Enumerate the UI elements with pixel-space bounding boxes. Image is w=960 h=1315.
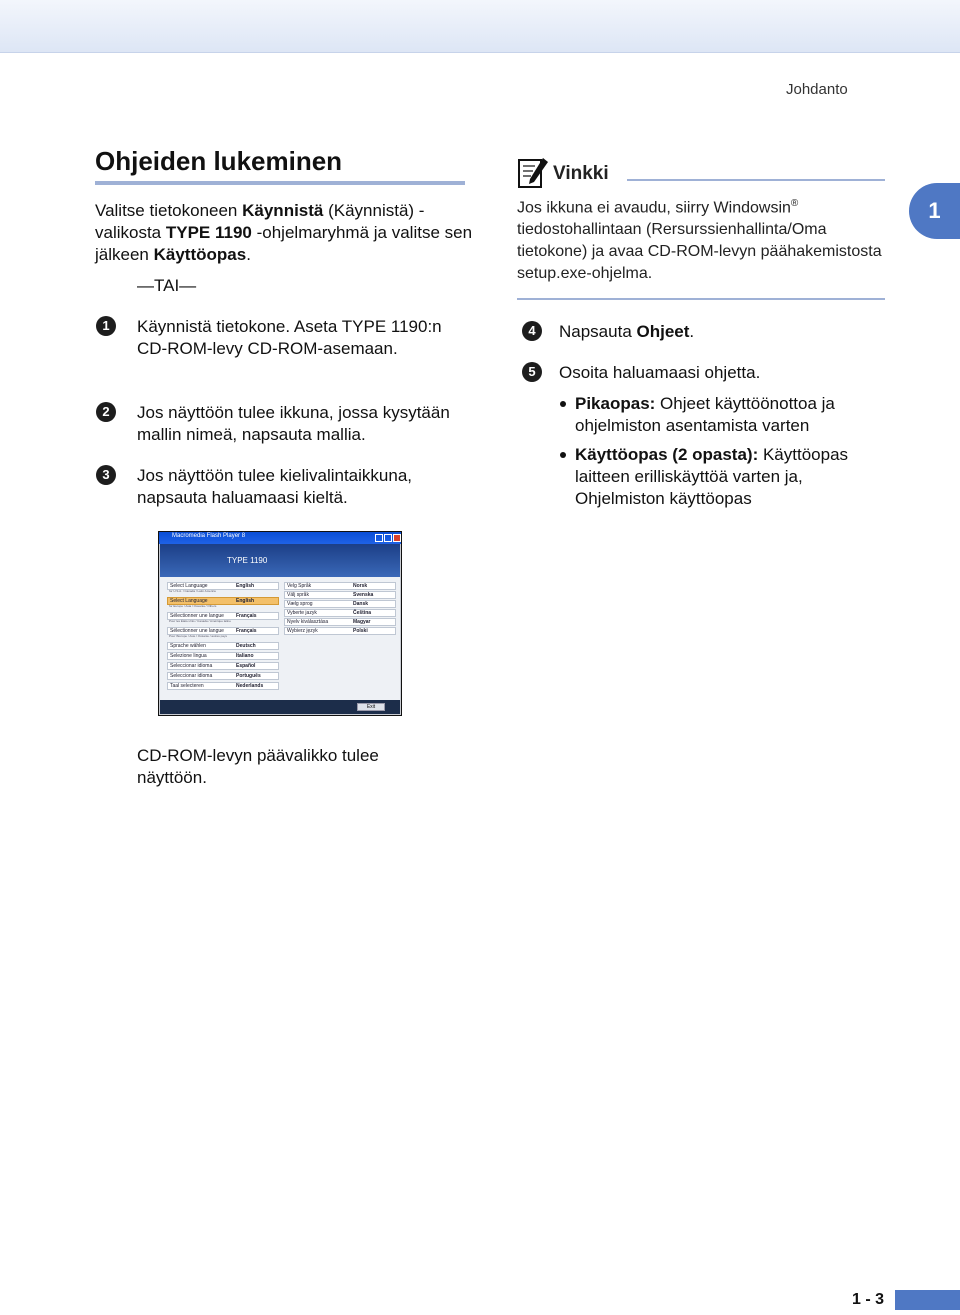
language-prompt: Velg Språk — [287, 583, 312, 589]
section-title-rule — [95, 181, 465, 185]
bullet-1-bold: Pikaopas: — [575, 394, 656, 413]
intro-text-1: Valitse tietokoneen — [95, 201, 243, 220]
language-option[interactable] — [284, 627, 396, 635]
app-header — [160, 544, 400, 577]
language-option[interactable] — [284, 600, 396, 608]
language-name: Italiano — [236, 653, 254, 659]
tip-bottom-rule — [517, 298, 885, 300]
bullet-pikaopas — [575, 393, 895, 437]
language-prompt: Seleccionar idioma — [170, 673, 213, 679]
step-5-text: Osoita haluamaasi ohjetta. — [559, 363, 761, 382]
chapter-tab: 1 — [909, 183, 960, 239]
intro-text-3: -ohjelmaryhmä ja valitse sen jälkeen — [95, 223, 473, 264]
cd-rom-menu-screenshot — [158, 531, 402, 716]
tip-title: Vinkki — [553, 163, 609, 184]
or-separator: —TAI— — [137, 276, 197, 295]
language-option[interactable] — [284, 618, 396, 626]
language-prompt: Sélectionner une langue — [170, 613, 224, 619]
page-number: 1 - 3 — [852, 1291, 885, 1308]
bullet-2-text: Käyttöopas laitteen erilliskäyttöä varten ja, Ohjelmiston käyttöopas — [575, 445, 849, 508]
language-option[interactable] — [167, 672, 279, 680]
step-number-badge: 5 — [522, 362, 542, 382]
app-title: TYPE 1190 — [227, 556, 268, 565]
running-header: Johdanto — [786, 81, 848, 98]
step-4-text — [559, 321, 694, 343]
language-name: Deutsch — [236, 643, 256, 649]
language-prompt: Välj språk — [287, 592, 309, 598]
language-name: Čeština — [353, 610, 372, 616]
maximize-icon[interactable] — [384, 534, 392, 542]
close-icon[interactable] — [393, 534, 401, 542]
language-name: Svenska — [353, 592, 374, 598]
step-number-badge: 2 — [96, 402, 116, 422]
step-1-text: Käynnistä tietokone. Aseta TYPE 1190:n CD-ROM-levy CD-ROM-asemaan. — [137, 317, 442, 358]
window-title: Macromedia Flash Player 8 — [172, 533, 246, 539]
language-option[interactable] — [167, 652, 279, 660]
language-option[interactable] — [284, 591, 396, 599]
step-4-pre: Napsauta — [559, 322, 637, 341]
top-band — [0, 0, 960, 53]
language-name: Magyar — [353, 619, 371, 625]
language-option[interactable] — [284, 582, 396, 590]
intro-text-4: . — [246, 245, 251, 264]
screenshot-caption: CD-ROM-levyn päävalikko tulee näyttöön. — [137, 746, 379, 787]
intro-bold-type: TYPE 1190 — [165, 223, 252, 242]
language-option[interactable] — [167, 662, 279, 670]
step-3-text: Jos näyttöön tulee kielivalintaikkuna, napsauta haluamaasi kieltä. — [137, 466, 412, 507]
tip-body — [517, 193, 889, 285]
language-name: Norsk — [353, 583, 368, 589]
tip-body-text-2: tiedostohallintaan (Rersurssienhallinta/Oma tietokone) ja avaa CD-ROM-levyn päähakemistosta setup.exe-ohjelma. — [517, 221, 882, 283]
step-4-bold: Ohjeet — [636, 322, 690, 341]
language-prompt: Sprache wählen — [170, 643, 206, 649]
language-name: Português — [236, 673, 261, 679]
language-prompt: Vælg sprog — [287, 601, 313, 607]
tip-top-rule — [627, 179, 885, 181]
step-2-text: Jos näyttöön tulee ikkuna, jossa kysytään mallin nimeä, napsauta mallia. — [137, 403, 450, 444]
language-name: Nederlands — [236, 683, 264, 689]
step-number-badge: 1 — [96, 316, 116, 336]
language-option[interactable] — [167, 682, 279, 690]
intro-paragraph — [95, 200, 475, 266]
bullet-dot — [560, 401, 566, 407]
language-option[interactable] — [167, 642, 279, 650]
intro-text-2: (Käynnistä) -valikosta — [95, 201, 425, 242]
step-4-post: . — [689, 322, 695, 341]
language-name: Français — [236, 613, 257, 619]
language-name: Français — [236, 628, 257, 634]
language-prompt: Selezione lingua — [170, 653, 207, 659]
bullet-1-text: Ohjeet käyttöönottoa ja ohjelmiston asentamista varten — [575, 394, 835, 435]
tip-body-text: Jos ikkuna ei avaudu, siirry Windowsin — [517, 199, 791, 217]
app-footer — [160, 700, 400, 714]
registered-mark: ® — [790, 198, 799, 209]
minimize-icon[interactable] — [375, 534, 383, 542]
bullet-2-bold: Käyttöopas (2 opasta): — [575, 445, 759, 464]
language-prompt: Select Language — [170, 598, 208, 604]
intro-bold-kaynnista: Käynnistä — [242, 201, 324, 220]
section-title: Ohjeiden lukeminen — [95, 146, 343, 176]
language-region: for Europe / Asia / Oceania / Others — [169, 604, 217, 608]
language-region: Pour les États-Unis / Canada / Amérique latine — [169, 619, 231, 623]
language-prompt: Vyberte jazyk — [287, 610, 317, 616]
language-prompt: Taal selecteren — [170, 683, 204, 689]
language-name: Polski — [353, 628, 368, 634]
language-prompt: Nyelv kiválasztása — [287, 619, 329, 625]
language-name: English — [236, 598, 255, 604]
note-pencil-icon — [517, 156, 549, 195]
language-name: Dansk — [353, 601, 369, 607]
bullet-kayttoopas — [575, 444, 895, 510]
language-prompt: Sélectionner une langue — [170, 628, 224, 634]
intro-bold-kayttoopas: Käyttöopas — [153, 245, 247, 264]
exit-button[interactable]: Exit — [357, 703, 385, 711]
step-number-badge: 4 — [522, 321, 542, 341]
language-region: Pour l'Europe / Asie / Océanie / autres pays — [169, 634, 227, 638]
language-menu — [160, 577, 400, 700]
window-titlebar — [159, 532, 401, 544]
bullet-dot — [560, 452, 566, 458]
language-option[interactable] — [284, 609, 396, 617]
language-region: for U.S.A. / Canada / Latin America — [169, 589, 216, 593]
language-prompt: Select Language — [170, 583, 208, 589]
step-number-badge: 3 — [96, 465, 116, 485]
language-prompt: Wybierz język — [287, 628, 318, 634]
language-prompt: Seleccionar idioma — [170, 663, 213, 669]
language-name: Español — [236, 663, 256, 669]
language-name: English — [236, 583, 255, 589]
page-number-bar — [895, 1290, 960, 1310]
